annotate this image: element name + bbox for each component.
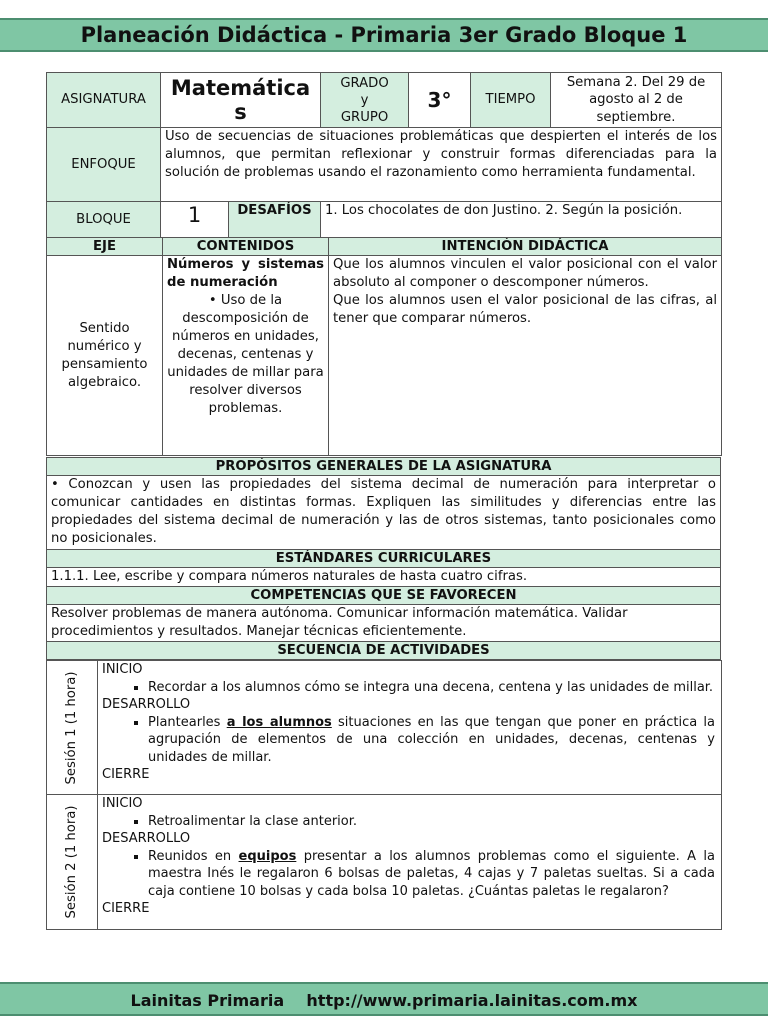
enfoque-label: ENFOQUE: [47, 128, 161, 202]
sesion-1-inicio-item: ▪ Recordar a los alumnos cómo se integra una decena, centena y las unidades de millar.: [148, 679, 715, 697]
info-table: [46, 72, 722, 238]
footer-text[interactable]: Lainitas Primaria http://www.primaria.lainitas.com.mx: [130, 991, 638, 1010]
sesion-1-label: Sesión 1 (1 hora): [64, 670, 79, 785]
sesion-1-content: [98, 661, 722, 795]
page-title: Planeación Didáctica - Primaria 3er Grado Bloque 1: [80, 23, 688, 47]
tiempo-value: Semana 2. Del 29 de agosto al 2 de septiembre.: [551, 73, 722, 128]
propositos-heading: PROPÓSITOS GENERALES DE LA ASIGNATURA: [47, 458, 721, 476]
page-footer: [0, 982, 768, 1016]
contenidos-header: CONTENIDOS: [163, 238, 329, 256]
sesion-2-desarrollo-label: DESARROLLO: [102, 831, 191, 846]
sesiones-table: [46, 660, 722, 930]
sesion-2-inicio-item: ▪ Retroalimentar la clase anterior.: [148, 813, 715, 831]
contenidos-table: [46, 237, 722, 456]
sesion-1-inicio-label: INICIO: [102, 662, 143, 677]
sesion-1-cierre-label: CIERRE: [102, 767, 150, 782]
sesion-2-inicio-label: INICIO: [102, 796, 143, 811]
asignatura-label: ASIGNATURA: [47, 73, 161, 128]
bloque-label: BLOQUE: [47, 202, 161, 238]
page-header: [0, 18, 768, 52]
propositos-text: • Conozcan y usen las propiedades del sistema decimal de numeración para interpretar o comunicar cantidades en distintas formas. Expliquen las similitudes y diferencias entre las propiedades del sistema decimal de numeración y las de otros sistemas, tanto posicionales como no posicionales.: [47, 476, 721, 550]
propositos-table: [46, 457, 721, 660]
competencias-heading: COMPETENCIAS QUE SE FAVORECEN: [47, 587, 721, 605]
sesion-2-label-cell: [47, 795, 98, 930]
intencion-p1: Que los alumnos vinculen el valor posicional con el valor absoluto al componer o descomponer números.: [333, 257, 717, 290]
competencias-text: Resolver problemas de manera autónoma. Comunicar información matemática. Validar procedimientos y resultados. Manejar técnicas eficientemente.: [47, 605, 721, 642]
sesion-2-desarrollo-bold: equipos: [238, 848, 297, 864]
asignatura-value: Matemáticas: [161, 73, 321, 128]
sesion-1-label-cell: [47, 661, 98, 795]
eje-header: EJE: [47, 238, 163, 256]
sesion-2-cierre-label: CIERRE: [102, 901, 150, 916]
contenidos-cell: [163, 256, 329, 456]
contenidos-text: • Uso de la descomposición de números en unidades, decenas, centenas y unidades de millar para resolver diversos problemas.: [167, 293, 324, 416]
eje-text: Sentido numérico y pensamiento algebraico.: [47, 256, 163, 456]
grado-value: 3°: [409, 73, 471, 128]
tiempo-label: TIEMPO: [471, 73, 551, 128]
sesion-1-desarrollo-bold: a los alumnos: [226, 714, 332, 730]
sesion-1-desarrollo-label: DESARROLLO: [102, 697, 191, 712]
estandares-heading: ESTÁNDARES CURRICULARES: [47, 550, 721, 568]
desafio-label: DESAFÍOS: [229, 202, 321, 238]
desafio-text: 1. Los chocolates de don Justino. 2. Según la posición.: [321, 202, 722, 238]
grado-label: GRADO y GRUPO: [321, 73, 409, 128]
intencion-cell: [329, 256, 722, 456]
enfoque-text: Uso de secuencias de situaciones problemáticas que despierten el interés de los alumnos, que permitan reflexionar y construir formas diferenciadas para la solución de problemas usando el razonamiento como herramienta fundamental.: [161, 128, 722, 202]
intencion-p2: Que los alumnos usen el valor posicional de las cifras, al tener que comparar números.: [333, 293, 717, 326]
sesion-2-desarrollo-item: ▪ Reunidos en equipos presentar a los alumnos problemas como el siguiente. A la maestra Inés le regalaron 6 bolsas de paletas, 4 cajas y 7 paletas sueltas. Si a cada caja contiene 10 bolsas y cada bolsa 10 paletas. ¿Cuántas paletas le regalaron?: [148, 848, 715, 901]
intencion-header: INTENCIÓN DIDÁCTICA: [329, 238, 722, 256]
sesion-1-desarrollo-item: ▪ Plantearles a los alumnos situaciones en las que tengan que poner en práctica la agrupación de elementos de una colección en unidades, decenas, centenas y unidades de millar.: [148, 714, 715, 767]
sesion-2-content: [98, 795, 722, 930]
secuencia-heading: SECUENCIA DE ACTIVIDADES: [47, 642, 721, 660]
bloque-value: 1: [161, 202, 229, 238]
estandares-text: 1.1.1. Lee, escribe y compara números naturales de hasta cuatro cifras.: [47, 568, 721, 587]
contenidos-title: Números y sistemas de numeración: [167, 257, 324, 290]
sesion-2-label: Sesión 2 (1 hora): [64, 805, 79, 919]
